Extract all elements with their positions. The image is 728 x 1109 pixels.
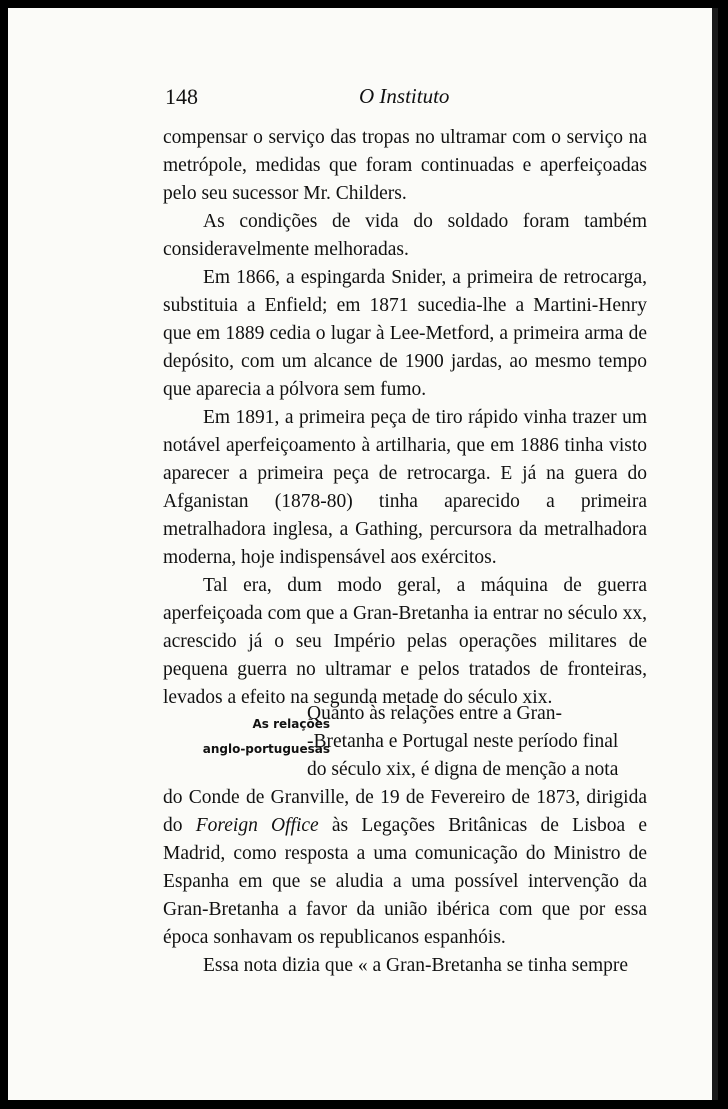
page-header [165, 84, 645, 114]
paragraph-3: Em 1866, a espingarda Snider, a primeira de retrocarga, substituia a Enfield; em 1871 sucedia-lhe a Martini-Henry que em 1889 cedia o lugar à Lee-Metford, a primeira arma de depósito, com um alcance de 1900 jardas, ao mesmo tempo que aparecia a pólvora sem fumo. [163, 267, 647, 400]
last-paragraph: Essa nota dizia que « a Gran-Bretanha se tinha sempre [203, 955, 629, 976]
page-number: 148 [165, 84, 198, 109]
paragraph-2: As condições de vida do soldado foram também consideravelmente melhoradas. [163, 211, 647, 260]
section-text-after-italic: às Legações Britânicas de Lisboa e Madrid, como resposta a uma comunicação do Ministro de Espanha em que se aludia a uma possível intervenção da Gran-Bretanha a favor da união ibérica com que por essa época sonhavam os republicanos espanhóis. [163, 815, 648, 948]
section-line-1: Quanto às relações entre a Gran- [307, 703, 562, 724]
italic-foreign-office: Foreign Office [195, 815, 319, 836]
paragraph-4: Em 1891, a primeira peça de tiro rápido vinha trazer um notável aperfeiçoamento à artilharia, que em 1886 tinha visto aparecer a primeira peça de retrocarga. E já na guera do Afganistan (1878-80) tinha aparecido a primeira metralhadora inglesa, a Gathing, percursora da metralhadora moderna, hoje indispensável aos exércitos. [163, 407, 647, 568]
paragraph-5: Tal era, dum modo geral, a máquina de guerra aperfeiçoada com que a Gran-Bretanha ia entrar no século xx, acrescido já o seu Império pelas operações militares de pequena guerra no ultramar e pelos tratados de fronteiras, levados a efeito na segunda metade do século xix. [163, 575, 647, 708]
section-anglo-portuguese [163, 700, 647, 980]
section-text-before-italic: do Conde de Granville, de 19 de Fevereiro de 1873, dirigida do [163, 787, 647, 836]
section-paragraph [163, 784, 647, 952]
section-line-3: do século xix, é digna de menção a nota [307, 759, 619, 780]
section-line-2: -Bretanha e Portugal neste período final [307, 731, 619, 752]
body-text [163, 124, 647, 712]
margin-note-line-1: As relações [252, 717, 330, 731]
paragraph-1: compensar o serviço das tropas no ultramar com o serviço na metrópole, medidas que foram continuadas e aperfeiçoadas pelo seu sucessor Mr. Childers. [163, 127, 647, 204]
running-title: O Instituto [359, 84, 450, 108]
margin-note-line-2: anglo-portuguesas [202, 742, 330, 756]
